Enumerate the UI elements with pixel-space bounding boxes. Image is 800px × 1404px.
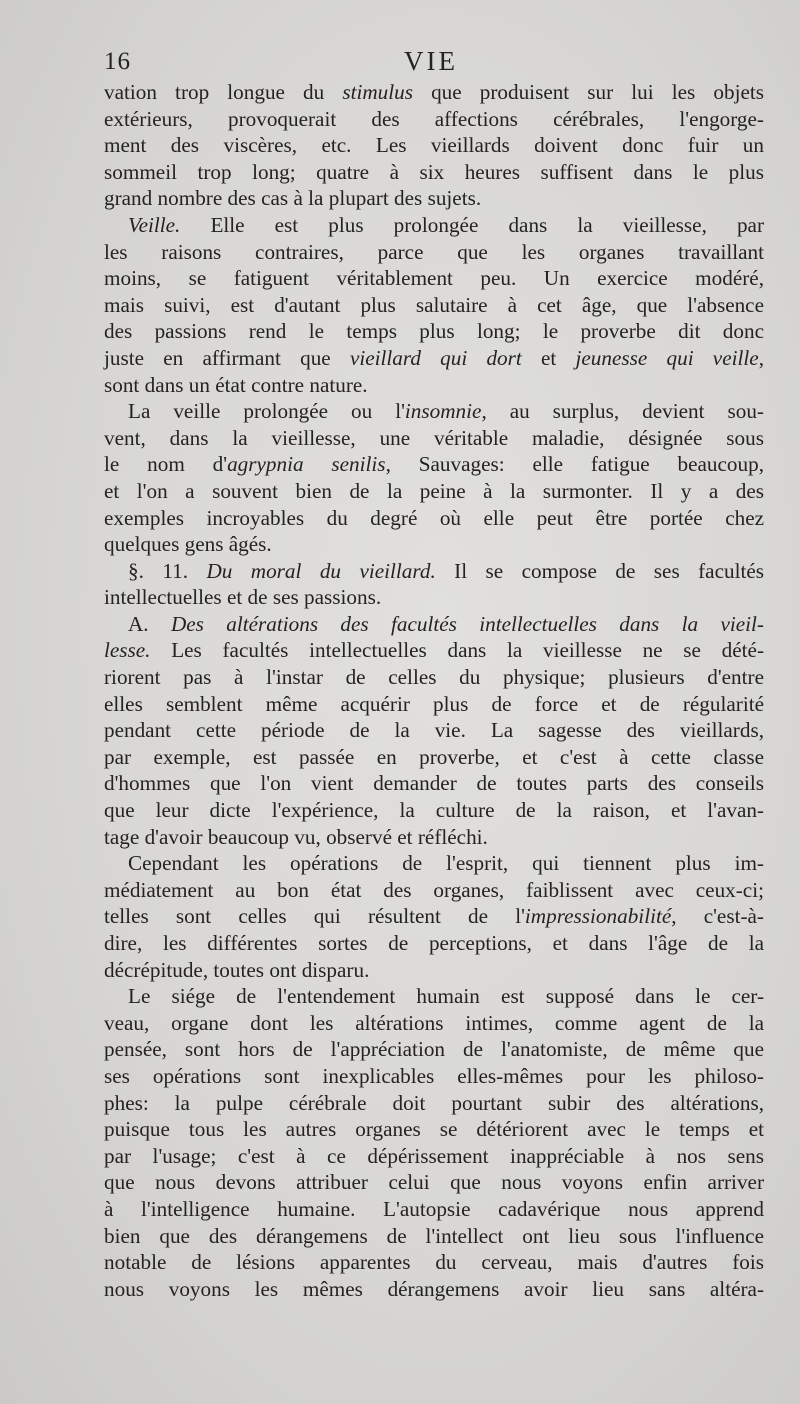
- text-segment: bien que des dérangemens de l'intellect ont lieu sous l'influence: [104, 1223, 764, 1248]
- text-segment: exemples incroyables du degré où elle peut être portée chez: [104, 505, 764, 530]
- text-line: [104, 957, 764, 984]
- text-segment: tage d'avoir beaucoup vu, observé et réfléchi.: [104, 824, 488, 849]
- text-segment: elles semblent même acquérir plus de force et de régularité: [104, 691, 764, 716]
- text-line: [104, 159, 764, 186]
- text-segment: Il se compose de ses facultés: [435, 558, 765, 583]
- text-segment: d'hommes que l'on vient demander de toutes parts des conseils: [104, 771, 764, 796]
- text-segment: vent, dans la vieillesse, une véritable maladie, désignée sous: [104, 425, 764, 450]
- text-line: [104, 664, 764, 691]
- text-line: [104, 877, 764, 904]
- text-line: [104, 850, 764, 877]
- text-segment: Les facultés intellectuelles dans la vieillesse ne se dété-: [150, 638, 764, 663]
- text-line: [104, 372, 764, 399]
- text-line: [104, 318, 764, 345]
- text-line: [104, 797, 764, 824]
- text-segment: grand nombre des cas à la plupart des sujets.: [104, 186, 482, 211]
- text-segment: intellectuelles et de ses passions.: [104, 585, 382, 610]
- text-line: [104, 505, 764, 532]
- text-segment: et l'on a souvent bien de la peine à la surmonter. Il y a des: [104, 478, 764, 503]
- text-segment: que leur dicte l'expérience, la culture de la raison, et l'avan-: [104, 798, 764, 823]
- text-line: [104, 132, 764, 159]
- text-line: [104, 611, 764, 638]
- text-line: [104, 691, 764, 718]
- text-segment: A.: [128, 611, 171, 636]
- page-header: [104, 44, 740, 80]
- italic-text: lesse.: [104, 638, 151, 663]
- text-line: [104, 584, 764, 611]
- text-segment: pensée, sont hors de l'appréciation de l'anatomiste, de même que: [104, 1037, 764, 1062]
- text-line: [104, 531, 764, 558]
- text-segment: que nous devons attribuer celui que nous voyons enfin arriver: [104, 1170, 764, 1195]
- text-segment: , c'est-à-: [671, 904, 764, 929]
- text-segment: des passions rend le temps plus long; le proverbe dit donc: [104, 319, 764, 344]
- italic-text: stimulus: [342, 80, 413, 104]
- text-line: [104, 717, 764, 744]
- running-head: VIE: [404, 46, 458, 76]
- text-line: [104, 903, 764, 930]
- text-line: [104, 770, 764, 797]
- text-line: [104, 1063, 764, 1090]
- text-segment: que produisent sur lui les objets: [412, 80, 764, 104]
- text-segment: §. 11.: [128, 558, 207, 583]
- text-line: [104, 1036, 764, 1063]
- italic-text: vieillard qui dort: [349, 345, 522, 370]
- text-segment: à l'intelligence humaine. L'autopsie cadavérique nous apprend: [104, 1196, 764, 1221]
- text-segment: vation trop longue du: [104, 80, 343, 104]
- text-segment: , au surplus, devient sou-: [481, 399, 764, 424]
- text-segment: moins, se fatiguent véritablement peu. Un exercice modéré,: [104, 266, 764, 291]
- text-segment: et: [521, 345, 576, 370]
- text-segment: veau, organe dont les altérations intimes, comme agent de la: [104, 1010, 764, 1035]
- text-segment: riorent pas à l'instar de celles du physique; plusieurs d'entre: [104, 665, 764, 690]
- text-line: [104, 398, 764, 425]
- page-number: 16: [104, 48, 131, 75]
- text-segment: , Sauvages: elle fatigue beaucoup,: [385, 452, 765, 477]
- text-line: [104, 1169, 764, 1196]
- text-segment: juste en affirmant que: [104, 345, 350, 370]
- text-segment: par exemple, est passée en proverbe, et c'est à cette classe: [104, 744, 764, 769]
- text-segment: phes: la pulpe cérébrale doit pourtant subir des altérations,: [104, 1090, 764, 1115]
- text-line: [104, 106, 764, 133]
- text-segment: ment des viscères, etc. Les vieillards doivent donc fuir un: [104, 133, 764, 158]
- text-line: [104, 1196, 764, 1223]
- italic-text: Veille.: [128, 212, 181, 237]
- text-line: [104, 451, 764, 478]
- text-segment: nous voyons les mêmes dérangemens avoir lieu sans altéra-: [104, 1276, 764, 1301]
- italic-text: jeunesse qui veille: [575, 345, 759, 370]
- text-line: [104, 983, 764, 1010]
- text-line: [104, 1223, 764, 1250]
- text-segment: sommeil trop long; quatre à six heures suffisent dans le plus: [104, 159, 764, 184]
- text-segment: Le siége de l'entendement humain est supposé dans le cer-: [128, 984, 764, 1009]
- italic-text: Du moral du vieillard.: [206, 558, 436, 583]
- text-segment: ,: [758, 345, 764, 370]
- text-segment: Elle est plus prolongée dans la vieillesse, par: [180, 212, 764, 237]
- text-segment: ses opérations sont inexplicables elles-mêmes pour les philoso-: [104, 1063, 764, 1088]
- text-line: [104, 637, 764, 664]
- italic-text: impressionabilité: [524, 904, 672, 929]
- text-line: [104, 265, 764, 292]
- text-segment: décrépitude, toutes ont disparu.: [104, 957, 370, 982]
- text-line: [104, 292, 764, 319]
- text-line: [104, 478, 764, 505]
- text-line: [104, 1276, 764, 1303]
- text-line: [104, 824, 764, 851]
- italic-text: agrypnia senilis: [227, 452, 386, 477]
- text-segment: médiatement au bon état des organes, faiblissent avec ceux-ci;: [104, 877, 764, 902]
- text-segment: le nom d': [104, 452, 228, 477]
- italic-text: Des altérations des facultés intellectuelles dans la vieil-: [170, 611, 764, 636]
- text-line: [104, 1010, 764, 1037]
- text-segment: par l'usage; c'est à ce dépérissement inappréciable à nos sens: [104, 1143, 764, 1168]
- text-line: [104, 345, 764, 372]
- text-segment: quelques gens âgés.: [104, 532, 272, 557]
- text-line: [104, 212, 764, 239]
- italic-text: insomnie: [404, 399, 482, 424]
- text-line: [104, 425, 764, 452]
- text-line: [104, 185, 764, 212]
- text-segment: mais suivi, est d'autant plus salutaire à cet âge, que l'absence: [104, 292, 764, 317]
- text-line: [104, 1143, 764, 1170]
- body-text: [104, 79, 764, 1302]
- text-segment: dire, les différentes sortes de perceptions, et dans l'âge de la: [104, 931, 764, 955]
- text-segment: telles sont celles qui résultent de l': [104, 904, 525, 929]
- text-segment: extérieurs, provoquerait des affections cérébrales, l'engorge-: [104, 106, 764, 131]
- text-line: [104, 79, 764, 106]
- text-segment: pendant cette période de la vie. La sagesse des vieillards,: [104, 718, 764, 743]
- text-line: [104, 744, 764, 771]
- text-line: [104, 1249, 764, 1276]
- text-segment: les raisons contraires, parce que les organes travaillant: [104, 239, 764, 264]
- text-segment: La veille prolongée ou l': [128, 399, 405, 424]
- text-segment: notable de lésions apparentes du cerveau, mais d'autres fois: [104, 1250, 764, 1275]
- text-line: [104, 1116, 764, 1143]
- text-segment: puisque tous les autres organes se détériorent avec le temps et: [104, 1117, 764, 1142]
- text-line: [104, 1090, 764, 1117]
- text-line: [104, 930, 764, 957]
- text-segment: sont dans un état contre nature.: [104, 372, 368, 397]
- text-line: [104, 239, 764, 266]
- text-line: [104, 558, 764, 585]
- text-segment: Cependant les opérations de l'esprit, qui tiennent plus im-: [128, 851, 764, 876]
